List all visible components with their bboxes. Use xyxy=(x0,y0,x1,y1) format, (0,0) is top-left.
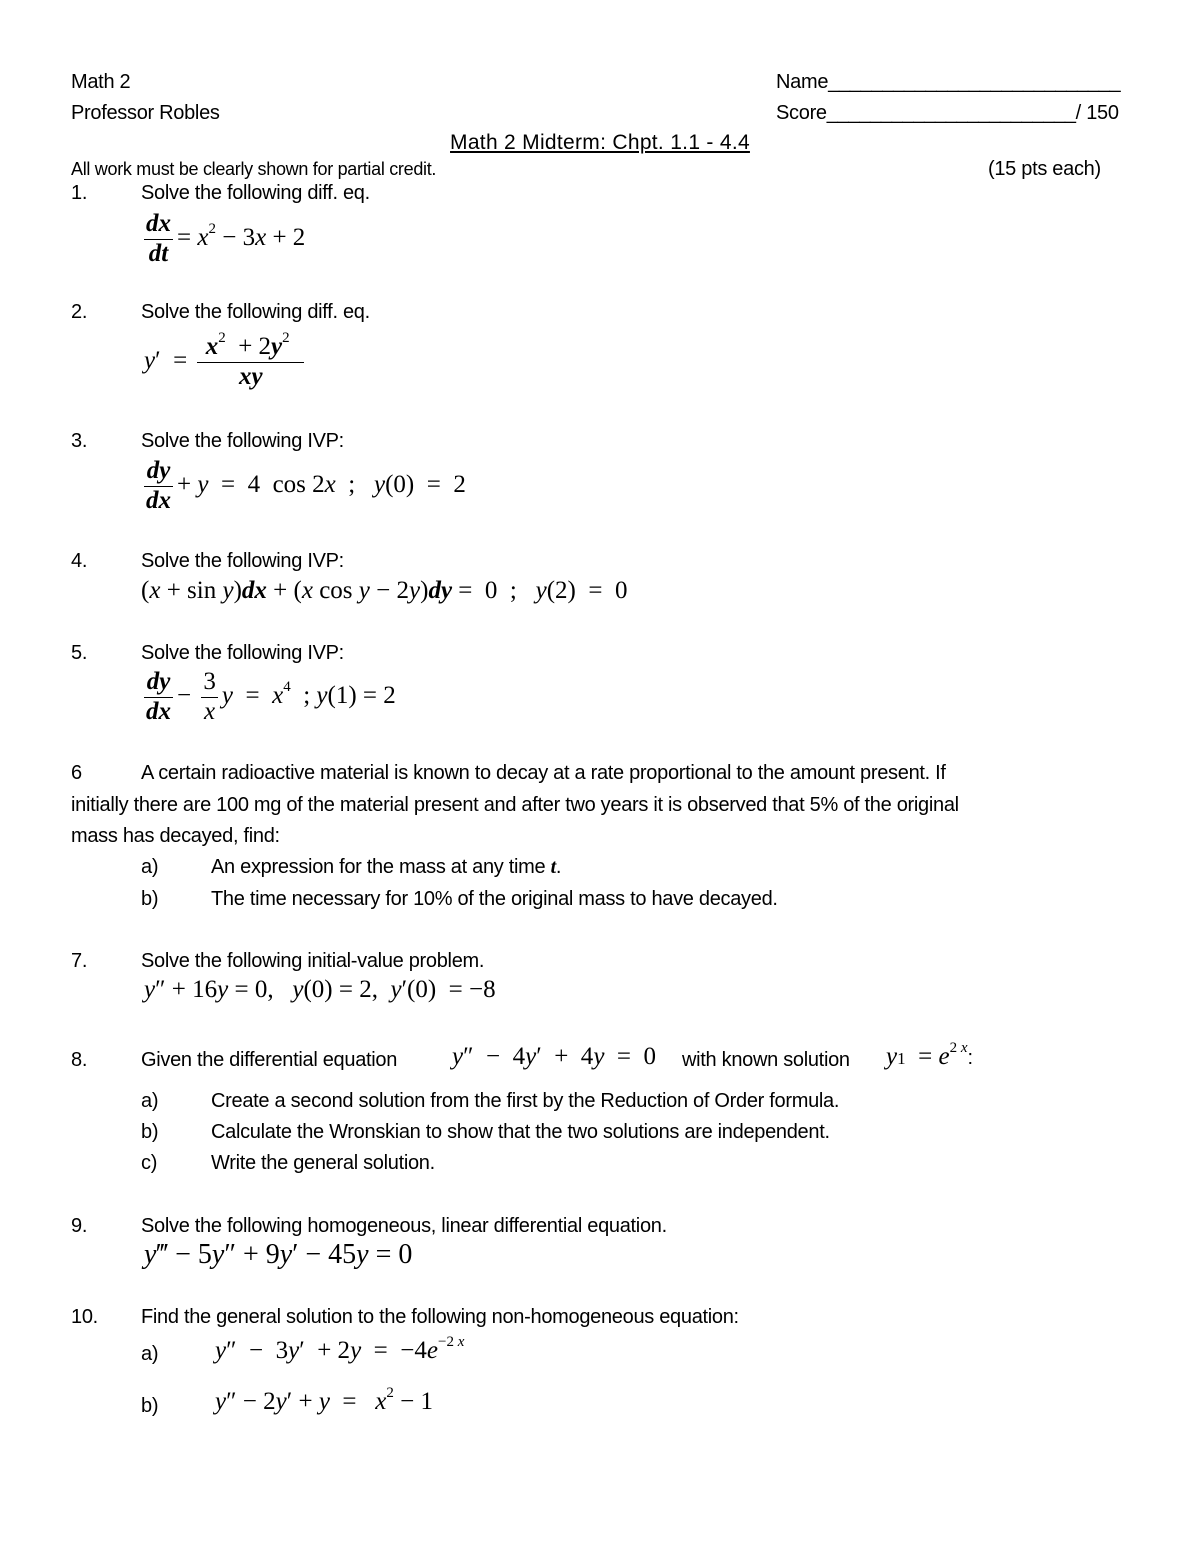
problem-8a-label: a) xyxy=(141,1090,159,1112)
problem-8a-text: Create a second solution from the first by the Reduction of Order formula. xyxy=(211,1090,840,1112)
problem-6-line-2: initially there are 100 mg of the material present and after two years it is observed that 5% of the original xyxy=(71,794,959,816)
problem-8c-label: c) xyxy=(141,1152,158,1174)
points-note: (15 pts each) xyxy=(988,158,1101,180)
problem-6b-text: The time necessary for 10% of the original mass to have decayed. xyxy=(211,888,778,910)
problem-10a-equation: $y'' - 3y' + 2y = -4e^{-2 x}$ xyxy=(215,1334,465,1364)
problem-7-equation: y″ + 16y = 0, y(0) = 2, y′(0) = −8 xyxy=(144,976,496,1003)
problem-3-number: 3. xyxy=(71,430,88,452)
professor-name: Professor Robles xyxy=(71,102,220,124)
problem-8-known-solution: $y1 = e^{2 x}$: xyxy=(886,1040,974,1070)
problem-6a-text: An expression for the mass at any time t. xyxy=(211,856,562,878)
problem-8-text-a: Given the differential equation xyxy=(141,1049,398,1071)
problem-7-number: 7. xyxy=(71,950,88,972)
problem-4-number: 4. xyxy=(71,550,88,572)
problem-3-text: Solve the following IVP: xyxy=(141,430,344,452)
problem-6-number: 6 xyxy=(71,762,82,784)
problem-4-text: Solve the following IVP: xyxy=(141,550,344,572)
problem-3-equation: $\frac{dy}{dx}$ + y = 4 cos 2x ; y(0) = 2 xyxy=(146,457,466,514)
problem-1-text: Solve the following diff. eq. xyxy=(141,182,370,204)
problem-7-text: Solve the following initial-value problem. xyxy=(141,950,485,972)
problem-10-number: 10. xyxy=(71,1306,98,1328)
name-field: Name___________________________ xyxy=(776,71,1121,93)
problem-6b-label: b) xyxy=(141,888,159,910)
problem-8-text-b: with known solution xyxy=(682,1049,850,1071)
instructions: All work must be clearly shown for partial credit. xyxy=(71,159,437,179)
problem-1-equation: $\frac{dx}{dt}$ = $x^2 - 3x + 2$ xyxy=(146,210,306,267)
problem-4-equation: (x + sin y)dx + (x cos y − 2y)dy = 0 ; y(2) = 0 xyxy=(141,577,628,604)
problem-8-equation: y″ − 4y′ + 4y = 0 xyxy=(452,1043,657,1070)
problem-2-number: 2. xyxy=(71,301,88,323)
problem-5-number: 5. xyxy=(71,642,88,664)
problem-10b-label: b) xyxy=(141,1395,159,1417)
problem-5-text: Solve the following IVP: xyxy=(141,642,344,664)
problem-2-text: Solve the following diff. eq. xyxy=(141,301,370,323)
problem-9-number: 9. xyxy=(71,1215,88,1237)
problem-10b-equation: $y'' - 2y' + y = x^2 - 1$ xyxy=(215,1385,433,1415)
problem-8c-text: Write the general solution. xyxy=(211,1152,435,1174)
problem-6a-label: a) xyxy=(141,856,159,878)
problem-8b-label: b) xyxy=(141,1121,159,1143)
exam-title: Math 2 Midterm: Chpt. 1.1 - 4.4 xyxy=(450,131,750,154)
course-name: Math 2 xyxy=(71,71,131,93)
problem-8-number: 8. xyxy=(71,1049,88,1071)
problem-5-equation: $\frac{dy}{dx}$ − $\frac{3}{x}$ $y = x^4$ ; y(1) = 2 xyxy=(146,668,396,725)
problem-9-text: Solve the following homogeneous, linear differential equation. xyxy=(141,1215,667,1237)
problem-6-line-1: A certain radioactive material is known to decay at a rate proportional to the amount present. If xyxy=(141,762,946,784)
problem-10-text: Find the general solution to the following non-homogeneous equation: xyxy=(141,1306,739,1328)
problem-8b-text: Calculate the Wronskian to show that the two solutions are independent. xyxy=(211,1121,830,1143)
problem-10a-label: a) xyxy=(141,1343,159,1365)
problem-1-number: 1. xyxy=(71,182,88,204)
score-field: Score_______________________/ 150 xyxy=(776,102,1119,124)
problem-2-equation: y′ = $\frac{x^2 + 2y^2}{xy}$ xyxy=(144,333,308,392)
problem-6-line-3: mass has decayed, find: xyxy=(71,825,280,847)
problem-9-equation: y‴ − 5y″ + 9y′ − 45y = 0 xyxy=(144,1239,413,1270)
